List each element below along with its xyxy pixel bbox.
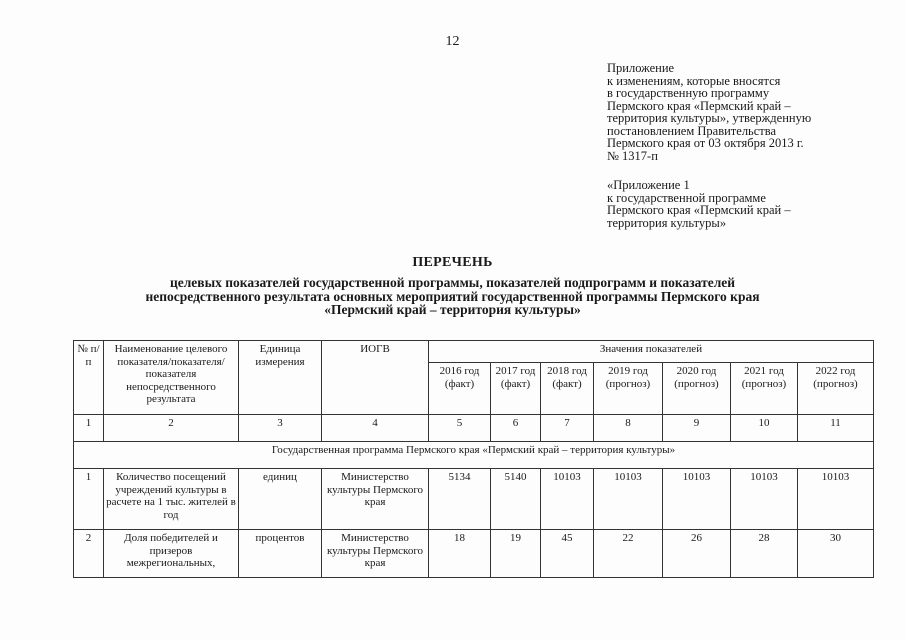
appendix-line: территория культуры», утвержденную	[607, 111, 812, 125]
row-value: 5134	[429, 469, 491, 530]
appendix-line: Пермского края «Пермский край –	[607, 98, 791, 113]
column-number: 2	[104, 415, 239, 442]
appendix1-note	[607, 179, 791, 229]
header-year: 2020 год (прогноз)	[663, 363, 731, 415]
column-number: 8	[594, 415, 663, 442]
header-year: 2019 год (прогноз)	[594, 363, 663, 415]
column-number: 1	[74, 415, 104, 442]
page-number: 12	[445, 34, 460, 49]
column-number: 6	[491, 415, 541, 442]
header-values: Значения показателей	[429, 341, 874, 363]
row-value: 5140	[491, 469, 541, 530]
appendix-note	[607, 62, 811, 162]
header-unit: Единица измерения	[239, 341, 322, 415]
row-value: 18	[429, 530, 491, 578]
column-number: 11	[798, 415, 874, 442]
appendix1-line: территория культуры»	[607, 215, 727, 230]
row-value: 19	[491, 530, 541, 578]
document-title: ПЕРЕЧЕНЬ	[412, 255, 493, 270]
appendix-line: № 1317-п	[607, 148, 658, 163]
row-num: 1	[74, 469, 104, 530]
appendix-line: постановлением Правительства	[607, 123, 777, 138]
column-number: 3	[239, 415, 322, 442]
appendix1-line: Пермского края «Пермский край –	[607, 203, 791, 217]
appendix-line: к изменениям, которые вносятся	[607, 73, 781, 88]
header-year: 2016 год (факт)	[429, 363, 491, 415]
column-number: 7	[541, 415, 594, 442]
appendix-line: Пермского края от 03 октября 2013 г.	[607, 136, 804, 150]
row-value: 28	[731, 530, 798, 578]
column-number: 5	[429, 415, 491, 442]
row-value: 10103	[541, 469, 594, 530]
row-unit: единиц	[239, 469, 322, 530]
column-number-row	[74, 415, 874, 442]
row-iogv: Министерство культуры Пермского края	[322, 530, 429, 578]
row-name: Количество посещений учреждений культуры в расчете на 1 тыс. жителей в год	[104, 469, 239, 530]
row-value: 10103	[663, 469, 731, 530]
row-iogv: Министерство культуры Пермского края	[322, 469, 429, 530]
row-num: 2	[74, 530, 104, 578]
row-value: 10103	[798, 469, 874, 530]
row-value: 30	[798, 530, 874, 578]
section-title: Государственная программа Пермского края «Пермский край – территория культуры»	[74, 442, 874, 469]
header-year: 2022 год (прогноз)	[798, 363, 874, 415]
header-year: 2021 год (прогноз)	[731, 363, 798, 415]
row-value: 22	[594, 530, 663, 578]
header-name: Наименование целевого показателя/показателя/ показателя непосредственного результата	[104, 341, 239, 415]
subtitle-line: «Пермский край – территория культуры»	[324, 302, 581, 317]
appendix-line: в государственную программу	[607, 86, 770, 100]
column-number: 9	[663, 415, 731, 442]
appendix-line: Приложение	[607, 61, 675, 75]
header-iogv: ИОГВ	[322, 341, 429, 415]
row-value: 10103	[731, 469, 798, 530]
subtitle-line: целевых показателей государственной программы, показателей подпрограмм и показателей	[169, 275, 736, 290]
indicators-table	[73, 340, 874, 578]
column-number: 4	[322, 415, 429, 442]
row-value: 26	[663, 530, 731, 578]
subtitle-line: непосредственного результата основных мероприятий государственной программы Пермского края	[145, 288, 760, 304]
table-row	[74, 469, 874, 530]
row-value: 45	[541, 530, 594, 578]
appendix1-line: «Приложение 1	[607, 178, 690, 192]
header-year: 2017 год (факт)	[491, 363, 541, 415]
row-value: 10103	[594, 469, 663, 530]
row-unit: процентов	[239, 530, 322, 578]
row-name: Доля победителей и призеров межрегиональных,	[104, 530, 239, 578]
column-number: 10	[731, 415, 798, 442]
table-row	[74, 530, 874, 578]
document-subtitle	[0, 276, 905, 317]
header-num: № п/п	[74, 341, 104, 415]
appendix1-line: к государственной программе	[607, 190, 766, 205]
header-year: 2018 год (факт)	[541, 363, 594, 415]
